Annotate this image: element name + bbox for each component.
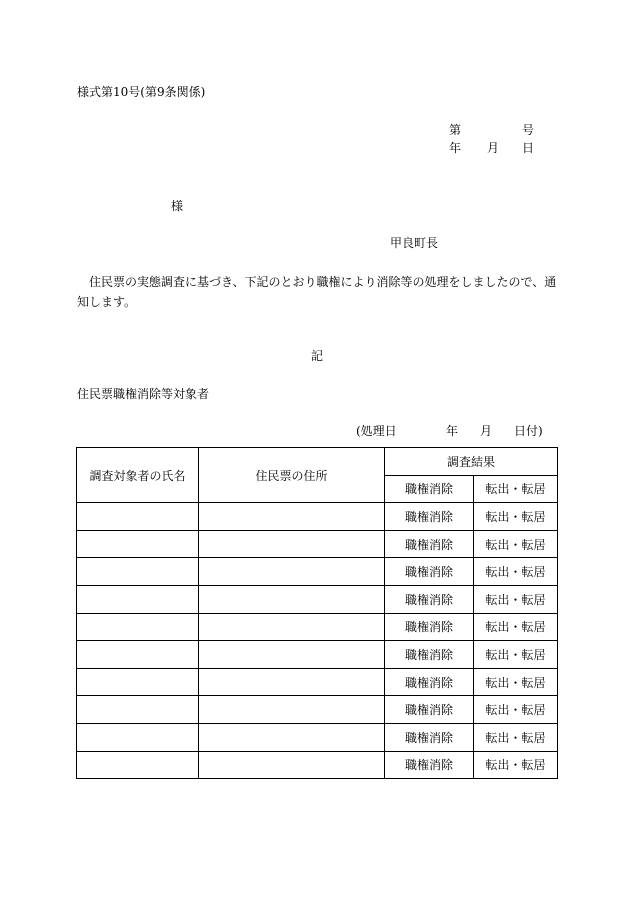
- table-row: [77, 503, 558, 531]
- option-tenshutsu-tenkyo: 転出・転居: [474, 530, 558, 558]
- option-tenshutsu-tenkyo: 転出・転居: [474, 475, 558, 503]
- date-year: 年: [449, 141, 462, 155]
- name-cell[interactable]: [77, 751, 199, 779]
- address-cell[interactable]: [199, 503, 385, 531]
- name-cell[interactable]: [77, 503, 199, 531]
- name-cell[interactable]: [77, 668, 199, 696]
- address-cell[interactable]: [199, 585, 385, 613]
- table-row: [77, 613, 558, 641]
- processing-date-month: 月: [480, 424, 493, 438]
- option-tenshutsu-tenkyo: 転出・転居: [474, 585, 558, 613]
- header-address: 住民票の住所: [199, 448, 385, 503]
- name-cell[interactable]: [77, 723, 199, 751]
- option-tenshutsu-tenkyo: 転出・転居: [474, 558, 558, 586]
- table-row: [77, 530, 558, 558]
- option-shokken-shojo: 職権消除: [385, 613, 474, 641]
- form-number-label: 様式第10号(第9条関係): [77, 85, 206, 99]
- name-cell[interactable]: [77, 641, 199, 669]
- issue-date: [449, 141, 535, 155]
- option-shokken-shojo: 職権消除: [385, 668, 474, 696]
- issuer-name: 甲良町長: [390, 236, 439, 250]
- option-tenshutsu-tenkyo: 転出・転居: [474, 613, 558, 641]
- option-shokken-shojo: 職権消除: [385, 723, 474, 751]
- body-text: 住民票の実態調査に基づき、下記のとおり職権により消除等の処理をしましたので、通知します。: [77, 275, 557, 309]
- option-tenshutsu-tenkyo: 転出・転居: [474, 641, 558, 669]
- address-cell[interactable]: [199, 751, 385, 779]
- option-tenshutsu-tenkyo: 転出・転居: [474, 751, 558, 779]
- processing-date: [356, 424, 543, 438]
- name-cell[interactable]: [77, 558, 199, 586]
- header-name: 調査対象者の氏名: [77, 448, 199, 503]
- number-prefix: 第: [449, 123, 462, 137]
- subject-heading: 住民票職権消除等対象者: [77, 387, 210, 401]
- option-shokken-shojo: 職権消除: [385, 530, 474, 558]
- option-shokken-shojo: 職権消除: [385, 751, 474, 779]
- date-day: 日: [522, 141, 535, 155]
- address-cell[interactable]: [199, 530, 385, 558]
- date-month: 月: [487, 141, 500, 155]
- name-cell[interactable]: [77, 530, 199, 558]
- option-shokken-shojo: 職権消除: [385, 641, 474, 669]
- addressee-suffix: 様: [171, 199, 184, 213]
- document-number: [449, 123, 535, 137]
- table-row: [77, 723, 558, 751]
- processing-date-open: (処理日: [356, 424, 397, 438]
- address-cell[interactable]: [199, 613, 385, 641]
- table-row: [77, 585, 558, 613]
- option-shokken-shojo: 職権消除: [385, 503, 474, 531]
- address-cell[interactable]: [199, 723, 385, 751]
- name-cell[interactable]: [77, 585, 199, 613]
- table-row: [77, 696, 558, 724]
- option-tenshutsu-tenkyo: 転出・転居: [474, 503, 558, 531]
- name-cell[interactable]: [77, 696, 199, 724]
- table-row: [77, 558, 558, 586]
- number-suffix: 号: [522, 123, 535, 137]
- header-result: 調査結果: [385, 448, 558, 476]
- option-tenshutsu-tenkyo: 転出・転居: [474, 723, 558, 751]
- address-cell[interactable]: [199, 668, 385, 696]
- option-shokken-shojo: 職権消除: [385, 558, 474, 586]
- option-shokken-shojo: 職権消除: [385, 475, 474, 503]
- processing-date-year: 年: [446, 424, 459, 438]
- address-cell[interactable]: [199, 558, 385, 586]
- address-cell[interactable]: [199, 696, 385, 724]
- result-table: [76, 447, 558, 779]
- table-row: [77, 751, 558, 779]
- option-tenshutsu-tenkyo: 転出・転居: [474, 696, 558, 724]
- table-row: [77, 668, 558, 696]
- ki-heading: 記: [311, 349, 324, 363]
- address-cell[interactable]: [199, 641, 385, 669]
- option-tenshutsu-tenkyo: 転出・転居: [474, 668, 558, 696]
- table-row: [77, 641, 558, 669]
- option-shokken-shojo: 職権消除: [385, 585, 474, 613]
- name-cell[interactable]: [77, 613, 199, 641]
- processing-date-day: 日付): [514, 424, 543, 438]
- option-shokken-shojo: 職権消除: [385, 696, 474, 724]
